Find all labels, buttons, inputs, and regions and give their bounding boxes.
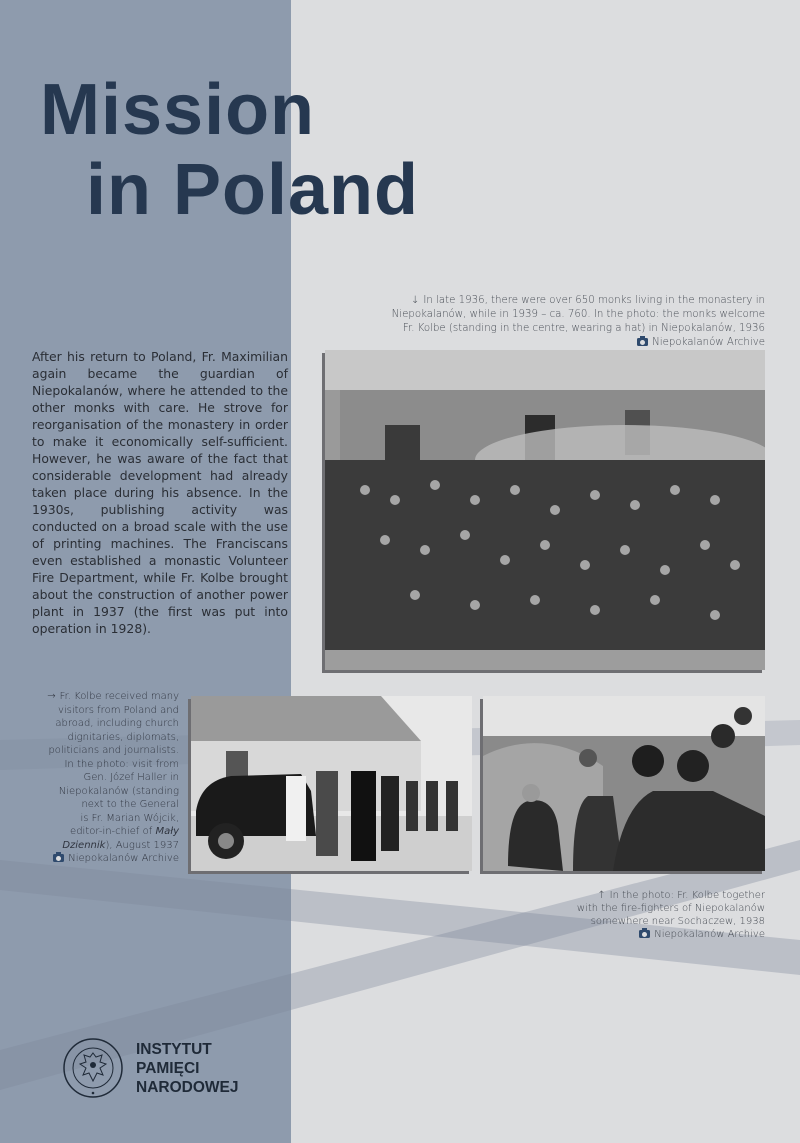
caption-line: Fr. Kolbe (standing in the centre, wearing a hat) in Niepokalanów, 1936: [402, 323, 765, 334]
caption-line: politicians and journalists.: [48, 745, 179, 756]
caption-line: visitors from Poland and: [57, 704, 179, 716]
camera-icon: [53, 854, 64, 862]
caption-line: In the photo: Fr. Kolbe together: [609, 890, 765, 901]
title-line-2: in Poland: [86, 150, 419, 230]
firefighters-caption: [577, 889, 765, 941]
arrow-right-icon: →: [47, 691, 56, 702]
newspaper-title: Dziennik: [62, 839, 106, 851]
haller-photo: [191, 696, 472, 871]
caption-line: Niepokalanów (standing: [58, 785, 179, 797]
camera-icon: [639, 930, 650, 938]
haller-photo-image: [191, 696, 472, 871]
caption-line: In late 1936, there were over 650 monks living in the monastery in: [423, 295, 765, 306]
arrow-down-icon: ↓: [410, 295, 420, 306]
title-line-1: Mission: [40, 70, 316, 150]
firefighters-photo: [483, 696, 765, 871]
caption-line: In the photo: visit from: [64, 758, 179, 770]
ipn-wordmark: [136, 1040, 238, 1097]
caption-line: dignitaries, diplomats,: [67, 731, 179, 743]
logo-line: PAMIĘCI: [136, 1059, 200, 1077]
logo-line: INSTYTUT: [136, 1040, 212, 1058]
body-text: After his return to Poland, Fr. Maximilian again became the guardian of Niepokalanów, where he attended to the other monks with care. He strove for reorganisation of the monastery in order to make it economically self-sufficient. However, he was aware of the fact that considerable development had already taken place during his absence. In the 1930s, publishing activity was conducted on a broad scale with the use of printing machines. The Franciscans even established a monastic Volunteer Fire Department, while Fr. Kolbe brought about the construction of another power plant in 1937 (the first was put into operation in 1928).: [32, 349, 288, 636]
caption-line: ), August 1937: [105, 839, 179, 851]
caption-line: somewhere near Sochaczew, 1938: [590, 916, 765, 927]
caption-line: is Fr. Marian Wójcik,: [80, 812, 179, 824]
caption-line: abroad, including church: [55, 718, 179, 729]
newspaper-title: Mały: [155, 826, 179, 837]
ipn-logo: [62, 1037, 238, 1099]
caption-line: editor-in-chief of: [70, 826, 156, 837]
firefighters-photo-image: [483, 696, 765, 871]
eagle-seal-icon: [62, 1037, 124, 1099]
arrow-up-icon: ↑: [597, 890, 606, 901]
photo-credit: Niepokalanów Archive: [654, 929, 765, 940]
photo-credit: Niepokalanów Archive: [652, 337, 765, 348]
monks-photo-image: [325, 350, 765, 670]
caption-line: Gen. Józef Haller in: [83, 772, 179, 783]
caption-line: with the fire-fighters of Niepokalanów: [576, 903, 765, 914]
logo-line: NARODOWEJ: [136, 1078, 239, 1096]
haller-caption: [47, 690, 179, 866]
caption-line: next to the General: [81, 799, 179, 810]
photo-credit: Niepokalanów Archive: [68, 853, 179, 864]
page-title: [40, 70, 419, 230]
camera-icon: [637, 338, 648, 346]
monks-caption: [392, 294, 765, 350]
monks-photo: [325, 350, 765, 670]
caption-line: Fr. Kolbe received many: [59, 691, 179, 702]
caption-line: Niepokalanów, while in 1939 – ca. 760. In the photo: the monks welcome: [391, 309, 765, 320]
